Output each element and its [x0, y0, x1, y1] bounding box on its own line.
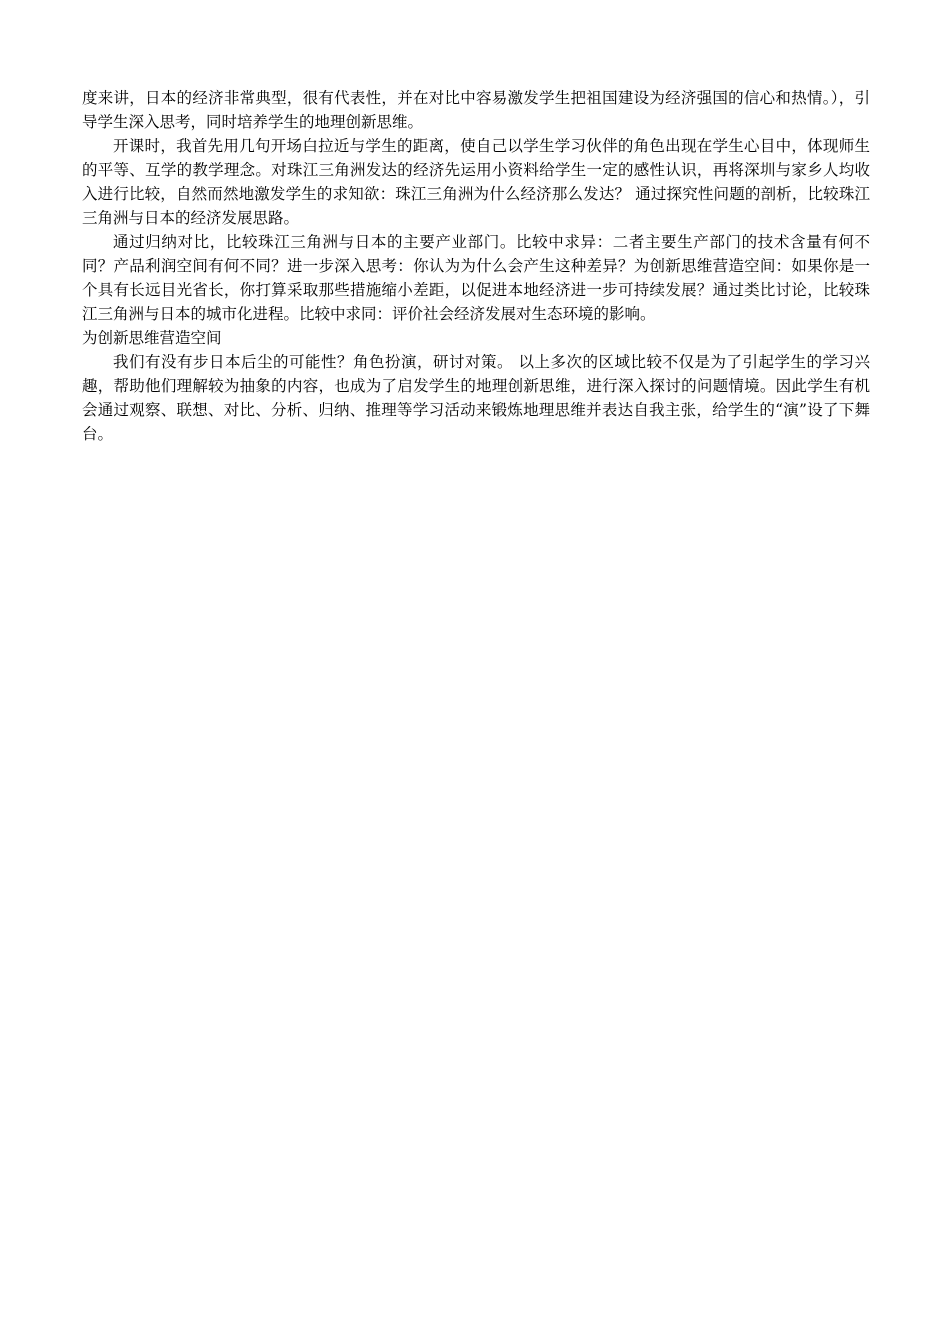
paragraph-role-play: 我们有没有步日本后尘的可能性？角色扮演，研讨对策。 以上多次的区域比较不仅是为了引起学生的学习兴趣，帮助他们理解较为抽象的内容，也成为了启发学生的地理创新思维，进行深入探讨的问题情境。因此学生有机会通过观察、联想、对比、分析、归纳、推理等学习活动来锻炼地理思维并表达自我主张，给学生的“演”设了下舞台。 — [82, 353, 870, 443]
document-body — [82, 86, 870, 446]
section-heading: 为创新思维营造空间 — [82, 329, 222, 347]
paragraph-continuation: 度来讲，日本的经济非常典型，很有代表性，并在对比中容易激发学生把祖国建设为经济强国的信心和热情。），引导学生深入思考，同时培养学生的地理创新思维。 — [82, 89, 870, 131]
paragraph-opening-class: 开课时，我首先用几句开场白拉近与学生的距离，使自己以学生学习伙伴的角色出现在学生心目中，体现师生的平等、互学的教学理念。对珠江三角洲发达的经济先运用小资料给学生一定的感性认识，再将深圳与家乡人均收入进行比较，自然而然地激发学生的求知欲：珠江三角洲为什么经济那么发达？ 通过探究性问题的剖析，比较珠江三角洲与日本的经济发展思路。 — [82, 137, 870, 227]
paragraph-industry-comparison: 通过归纳对比，比较珠江三角洲与日本的主要产业部门。比较中求异：二者主要生产部门的技术含量有何不同？产品利润空间有何不同？进一步深入思考：你认为为什么会产生这种差异？为创新思维营造空间：如果你是一个具有长远目光省长，你打算采取那些措施缩小差距，以促进本地经济进一步可持续发展？通过类比讨论，比较珠江三角洲与日本的城市化进程。比较中求同：评价社会经济发展对生态环境的影响。 — [82, 233, 870, 323]
